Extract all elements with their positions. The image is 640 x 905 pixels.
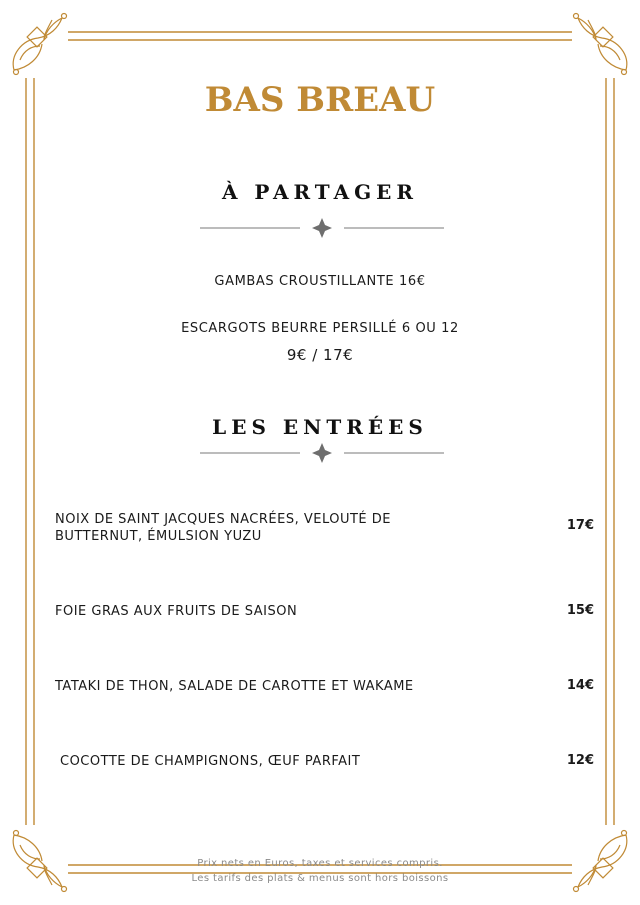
section-title-les-entrees: LES ENTRÉES	[212, 415, 428, 439]
menu-item-gambas: GAMBAS CROUSTILLANTE 16€	[214, 274, 426, 289]
menu-item-tataki: TATAKI DE THON, SALADE DE CAROTTE ET WAKAME	[55, 679, 414, 694]
section-divider	[200, 218, 444, 238]
section-divider	[200, 443, 444, 463]
menu-item-saint-jacques-line1: NOIX DE SAINT JACQUES NACRÉES, VELOUTÉ DE	[55, 512, 391, 527]
corner-ornament-top-right	[574, 14, 627, 75]
menu-item-escargots-price: 9€ / 17€	[286, 346, 354, 364]
menu-item-escargots: ESCARGOTS BEURRE PERSILLÉ 6 OU 12	[181, 321, 459, 336]
footer-note-prices: Prix nets en Euros, taxes et services compris.	[197, 858, 443, 869]
menu-item-saint-jacques	[55, 511, 445, 545]
menu-item-cocotte-price: 12€	[566, 753, 594, 768]
menu-item-foie-gras: FOIE GRAS AUX FRUITS DE SAISON	[55, 604, 298, 619]
section-title-a-partager: À PARTAGER	[221, 180, 419, 204]
menu-item-cocotte: COCOTTE DE CHAMPIGNONS, ŒUF PARFAIT	[60, 754, 361, 769]
corner-ornament-top-left	[13, 14, 66, 75]
footer-note-drinks: Les tarifs des plats & menus sont hors boissons	[191, 873, 449, 884]
menu-item-saint-jacques-line2: BUTTERNUT, ÉMULSION YUZU	[55, 529, 262, 544]
menu-item-foie-gras-price: 15€	[566, 603, 594, 618]
restaurant-name: BAS BREAU	[204, 80, 436, 120]
menu-item-saint-jacques-price: 17€	[566, 518, 594, 533]
menu-item-tataki-price: 14€	[566, 678, 594, 693]
